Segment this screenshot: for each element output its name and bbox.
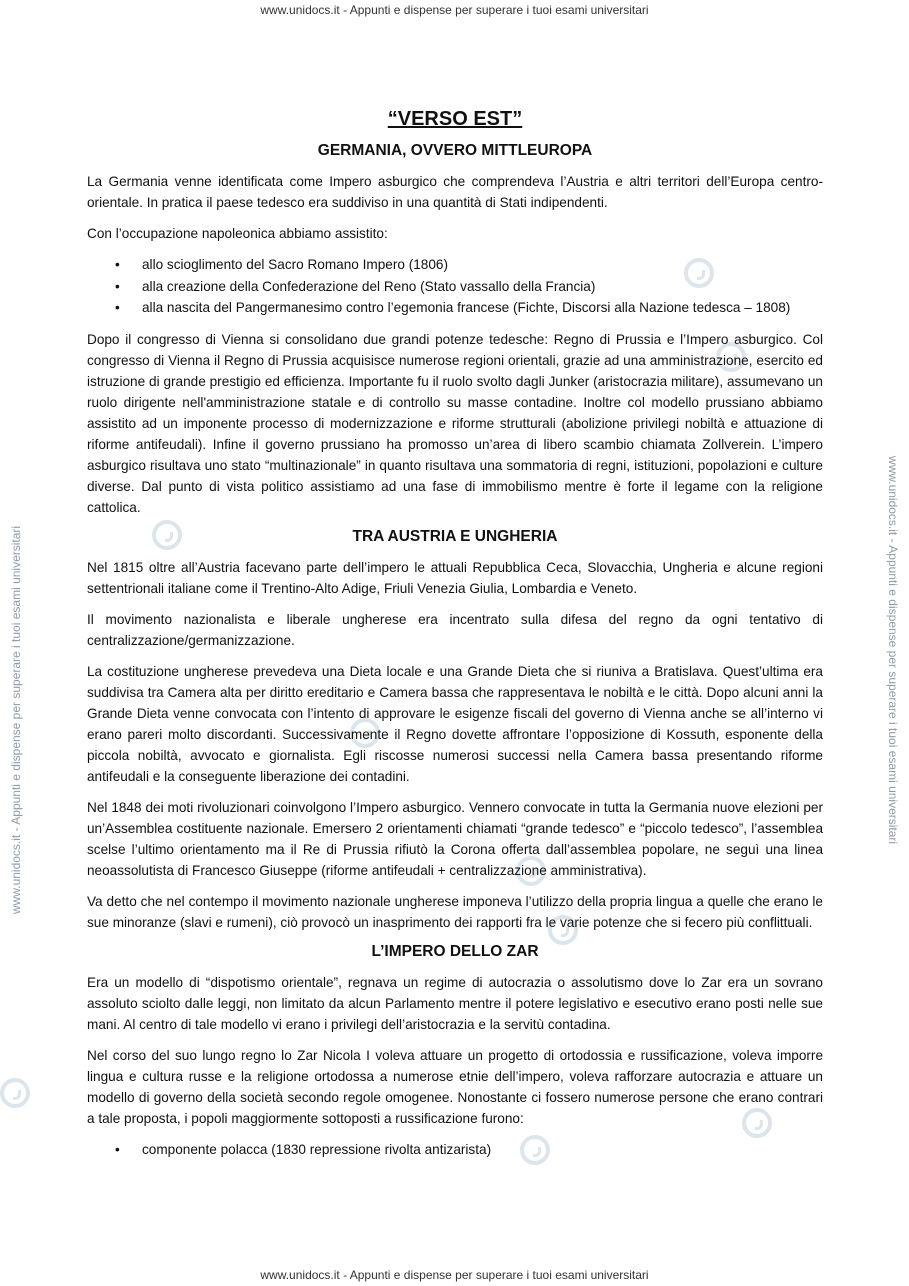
list-item: • componente polacca (1830 repressione rivolta antizarista) bbox=[142, 1139, 823, 1161]
watermark-side-left: www.unidocs.it - Appunti e dispense per superare i tuoi esami universitari bbox=[9, 525, 23, 915]
watermark-side-right: www.unidocs.it - Appunti e dispense per superare i tuoi esami universitari bbox=[886, 455, 900, 845]
document-body bbox=[87, 108, 823, 1170]
watermark-banner-bottom: www.unidocs.it - Appunti e dispense per superare i tuoi esami universitari bbox=[260, 1268, 649, 1282]
bullet-list bbox=[87, 254, 823, 319]
paragraph: Nel 1815 oltre all’Austria facevano parte dell’impero le attuali Repubblica Ceca, Slovacchia, Ungheria e alcune regioni settentrionali italiane come il Trentino-Alto Adige, Friuli Venezia Giulia, Lombardia e Veneto. bbox=[87, 559, 823, 596]
section-heading: TRA AUSTRIA E UNGHERIA bbox=[352, 527, 558, 545]
list-item: • alla nascita del Pangermanesimo contro l’egemonia francese (Fichte, Discorsi alla Nazione tedesca – 1808) bbox=[142, 297, 823, 319]
unidocs-logo-icon bbox=[0, 1078, 30, 1108]
section-heading: L’IMPERO DELLO ZAR bbox=[371, 942, 539, 960]
paragraph: Con l’occupazione napoleonica abbiamo assistito: bbox=[87, 226, 388, 241]
paragraph: Nel corso del suo lungo regno lo Zar Nicola I voleva attuare un progetto di ortodossia e russificazione, voleva imporre lingua e cultura russe e la religione ortodossa a numerose etnie dell’impero, voleva rafforzare autocrazia e attuare un modello di governo della società secondo regole omogenee. Nonostante ci fossero numerose persone che erano contrari a tale proposta, i popoli maggiormente sottoposti a russificazione furono: bbox=[87, 1047, 823, 1126]
section-heading: GERMANIA, OVVERO MITTLEUROPA bbox=[317, 142, 593, 159]
list-item: • allo scioglimento del Sacro Romano Impero (1806) bbox=[142, 254, 823, 276]
watermark-banner-top: www.unidocs.it - Appunti e dispense per superare i tuoi esami universitari bbox=[260, 3, 649, 17]
document-title: “VERSO EST” bbox=[387, 108, 523, 130]
paragraph: Nel 1848 dei moti rivoluzionari coinvolgono l’Impero asburgico. Vennero convocate in tutta la Germania nuove elezioni per un’Assemblea costituente nazionale. Emersero 2 orientamenti chiamati “grande tedesco” e “piccolo tedesco”, l’assemblea scelse l’ultimo orientamento ma il Re di Prussia rifiutò la Corona offerta dall’assemblea popolare, ne seguì una linea neoassolutista di Francesco Giuseppe (riforme antifeudali + centralizzazione amministrativa). bbox=[87, 799, 823, 878]
document-sections bbox=[87, 142, 823, 1160]
paragraph: Dopo il congresso di Vienna si consolidano due grandi potenze tedesche: Regno di Prussia e l’Impero asburgico. Col congresso di Vienna il Regno di Prussia acquisisce numerose regioni orientali, grazie ad una amministrazione, esercito ed istruzione di grande prestigio ed efficienza. Importante fu il ruolo svolto dagli Junker (aristocrazia militare), assumevano un ruolo dirigente nell'amministrazione statale e di controllo su masse contadine. Inoltre col modello prussiano abbiamo assistito ad un imponente processo di modernizzazione e riforme strutturali (abolizione privilegi nobiltà e attuazione di riforme antifeudali). Infine il governo prussiano ha promosso un’area di libero scambio chiamata Zollverein. L’impero asburgico risultava uno stato “multinazionale” in quanto risultava una sommatoria di regni, istituzioni, popolazioni e culture diverse. Dal punto di vista politico assistiamo ad una fase di immobilismo mentre è forte il legame con la religione cattolica. bbox=[87, 331, 823, 515]
list-item: • alla creazione della Confederazione del Reno (Stato vassallo della Francia) bbox=[142, 276, 823, 298]
paragraph: La Germania venne identificata come Impero asburgico che comprendeva l’Austria e altri territori dell’Europa centro-orientale. In pratica il paese tedesco era suddiviso in una quantità di Stati indipendenti. bbox=[87, 174, 823, 210]
paragraph: Il movimento nazionalista e liberale ungherese era incentrato sulla difesa del regno da ogni tentativo di centralizzazione/germanizzazione. bbox=[87, 611, 823, 648]
paragraph: Va detto che nel contempo il movimento nazionale ungherese imponeva l’utilizzo della propria lingua a quelle che erano le sue minoranze (slavi e rumeni), ciò provocò un inasprimento dei rapporti fra le varie potenze che si fecero più conflittuali. bbox=[87, 893, 823, 930]
paragraph: La costituzione ungherese prevedeva una Dieta locale e una Grande Dieta che si riuniva a Bratislava. Quest’ultima era suddivisa tra Camera alta per diritto ereditario e Camera bassa che rappresentava le nobiltà e le città. Dopo alcuni anni la Grande Dieta venne convocata con l’intento di approvare le esigenze fiscali del governo di Vienna anche se all’interno vi erano pareri molto discordanti. Successivamente il Regno dovette affrontare l’opposizione di Kossuth, esponente della piccola nobiltà, avvocato e giornalista. Egli riscosse numerosi successi nella Camera bassa presentando riforme antifeudali e la conseguente liberazione dei contadini. bbox=[87, 663, 823, 784]
bullet-list bbox=[87, 1139, 823, 1161]
paragraph: Era un modello di “dispotismo orientale”, regnava un regime di autocrazia o assolutismo dove lo Zar era un sovrano assoluto sciolto dalle leggi, non limitato da alcun Parlamento mentre il potere legislativo e esecutivo erano posti nelle sue mani. Al centro di tale modello vi erano i privilegi dell’aristocrazia e la servitù contadina. bbox=[87, 974, 823, 1032]
